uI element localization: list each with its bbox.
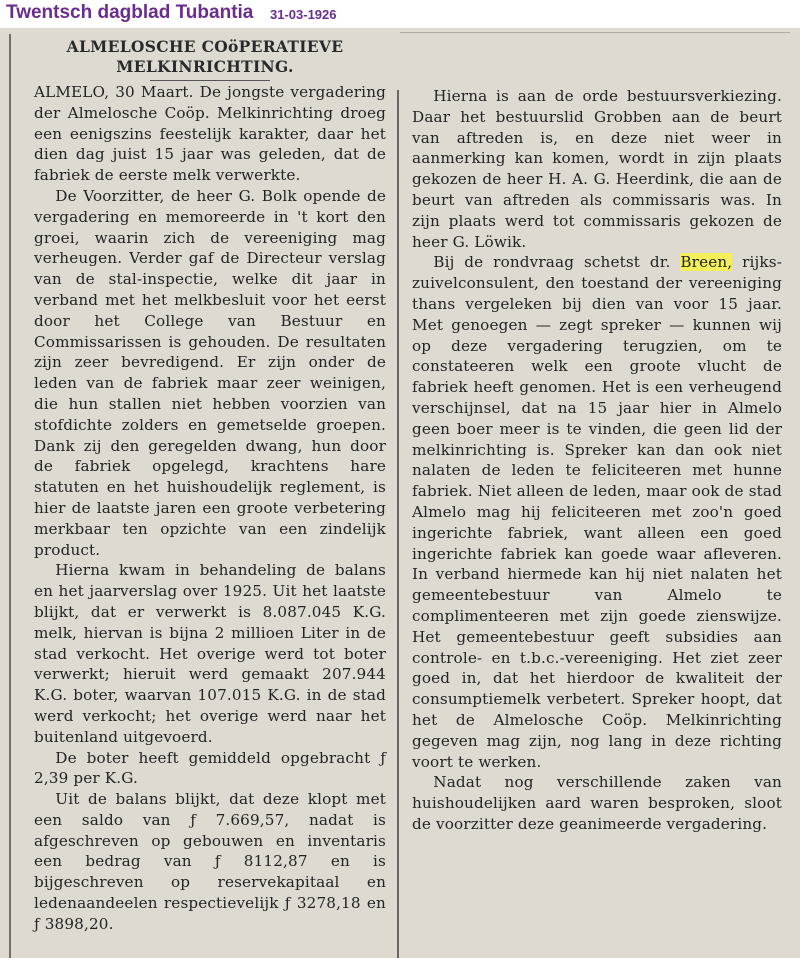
- publication-date: 31-03-1926: [270, 7, 337, 22]
- paragraph: De boter heeft gemiddeld opgebracht ƒ 2,39 per K.G.: [34, 748, 386, 788]
- article-column-left: [34, 82, 386, 935]
- column-divider-rule: [397, 90, 399, 958]
- paragraph-start: Bij de rondvraag schetst dr.: [433, 253, 671, 272]
- article-headline: [20, 37, 390, 77]
- headline-line-2: MELKINRICHTING.: [116, 57, 294, 76]
- paragraph: ALMELO, 30 Maart. De jongste vergadering der Almelosche Coöp. Melkinrichting droeg een eenigszins feestelijk karakter, daar het dien dag juist 15 jaar was geleden, dat de fabriek de eerste melk verwerkte.: [34, 83, 386, 185]
- headline-line-1: ALMELOSCHE COöPERATIEVE: [66, 37, 344, 56]
- newspaper-clipping: [0, 28, 800, 958]
- headline-underline: [150, 80, 270, 81]
- paragraph: Nadat nog verschillende zaken van huishoudelijken aard waren besproken, sloot de voorzitter deze geanimeerde vergadering.: [412, 773, 782, 833]
- top-rule: [400, 32, 790, 33]
- paragraph-rest: rijks-zuivelconsulent, den toestand der vereeniging thans vergeleken bij dien van voor 15 jaar. Met genoegen — zegt spreker — kunnen wij op deze vergadering terugzien, om te constateeren welk een groote vlucht de fabriek heeft genomen. Het is een verheugend verschijnsel, dat na 15 jaar hier in Almelo geen boer meer is te vinden, die geen lid der melkinrichting is. Spreker kan dan ook niet nalaten de leden te feliciteeren met hunne fabriek. Niet alleen de leden, maar ook de stad Almelo mag hij feliciteeren met zoo'n goed ingerichte fabriek, want alleen een goed ingerichte fabriek kan goede waar afleveren. In verband hiermede kan hij niet nalaten het gemeentebestuur van Almelo te complimenteeren met zijn goede zienswijze. Het gemeentebestuur geeft subsidies aan controle- en t.b.c.-vereeniging. Het ziet zeer goed in, dat het hierdoor de kwaliteit der consumptiemelk verbetert. Spreker hoopt, dat het de Almelosche Coöp. Melkinrichting gegeven mag zijn, nog lang in deze richting voort te werken.: [412, 253, 782, 771]
- paragraph-rondvraag: [412, 252, 782, 772]
- masthead-bar: [0, 0, 800, 28]
- article-column-right: [412, 86, 782, 835]
- highlighted-search-term: Breen,: [680, 253, 733, 272]
- paragraph: De Voorzitter, de heer G. Bolk opende de vergadering en memoreerde in 't kort den groei, waarin zich de vereeniging mag verheugen. Verder gaf de Directeur verslag van de stal-inspectie, welke dit jaar in verband met het melkbesluit voor het eerst door het College van Bestuur en Commissarissen is gehouden. De resultaten zijn zeer bevredigend. Er zijn onder de leden van de fabriek maar zeer weinigen, die hun stallen niet hebben voorzien van stofdichte zolders en gemetselde groepen. Dank zij den geregelden dwang, hun door de fabriek opgelegd, krachtens hare statuten en het huishoudelijk reglement, is hier de laatste jaren een groote verbetering merkbaar ten opzichte van een zindelijk product.: [34, 186, 386, 559]
- paragraph: Hierna is aan de orde bestuursverkiezing. Daar het bestuurslid Grobben aan de beurt van aftreden is, en deze niet weer in aanmerking kan komen, wordt in zijn plaats gekozen de heer H. A. G. Heerdink, die aan de beurt van aftreden als commissaris was. In zijn plaats werd tot commissaris gekozen de heer G. Löwik.: [412, 87, 782, 251]
- left-column-rule: [9, 34, 11, 958]
- newspaper-title: Twentsch dagblad Tubantia: [6, 2, 254, 23]
- paragraph: Uit de balans blijkt, dat deze klopt met een saldo van ƒ 7.669,57, nadat is afgeschreven op gebouwen en inventaris een bedrag van ƒ 8112,87 en is bijgeschreven op reservekapitaal en ledenaandeelen respectievelijk ƒ 3278,18 en ƒ 3898,20.: [34, 790, 386, 933]
- paragraph: Hierna kwam in behandeling de balans en het jaarverslag over 1925. Uit het laatste blijkt, dat er verwerkt is 8.087.045 K.G. melk, hiervan is bijna 2 millioen Liter in de stad verkocht. Het overige werd tot boter verwerkt; hieruit werd gemaakt 207.944 K.G. boter, waarvan 107.015 K.G. in de stad werd verkocht; het overige werd naar het buitenland uitgevoerd.: [34, 561, 386, 746]
